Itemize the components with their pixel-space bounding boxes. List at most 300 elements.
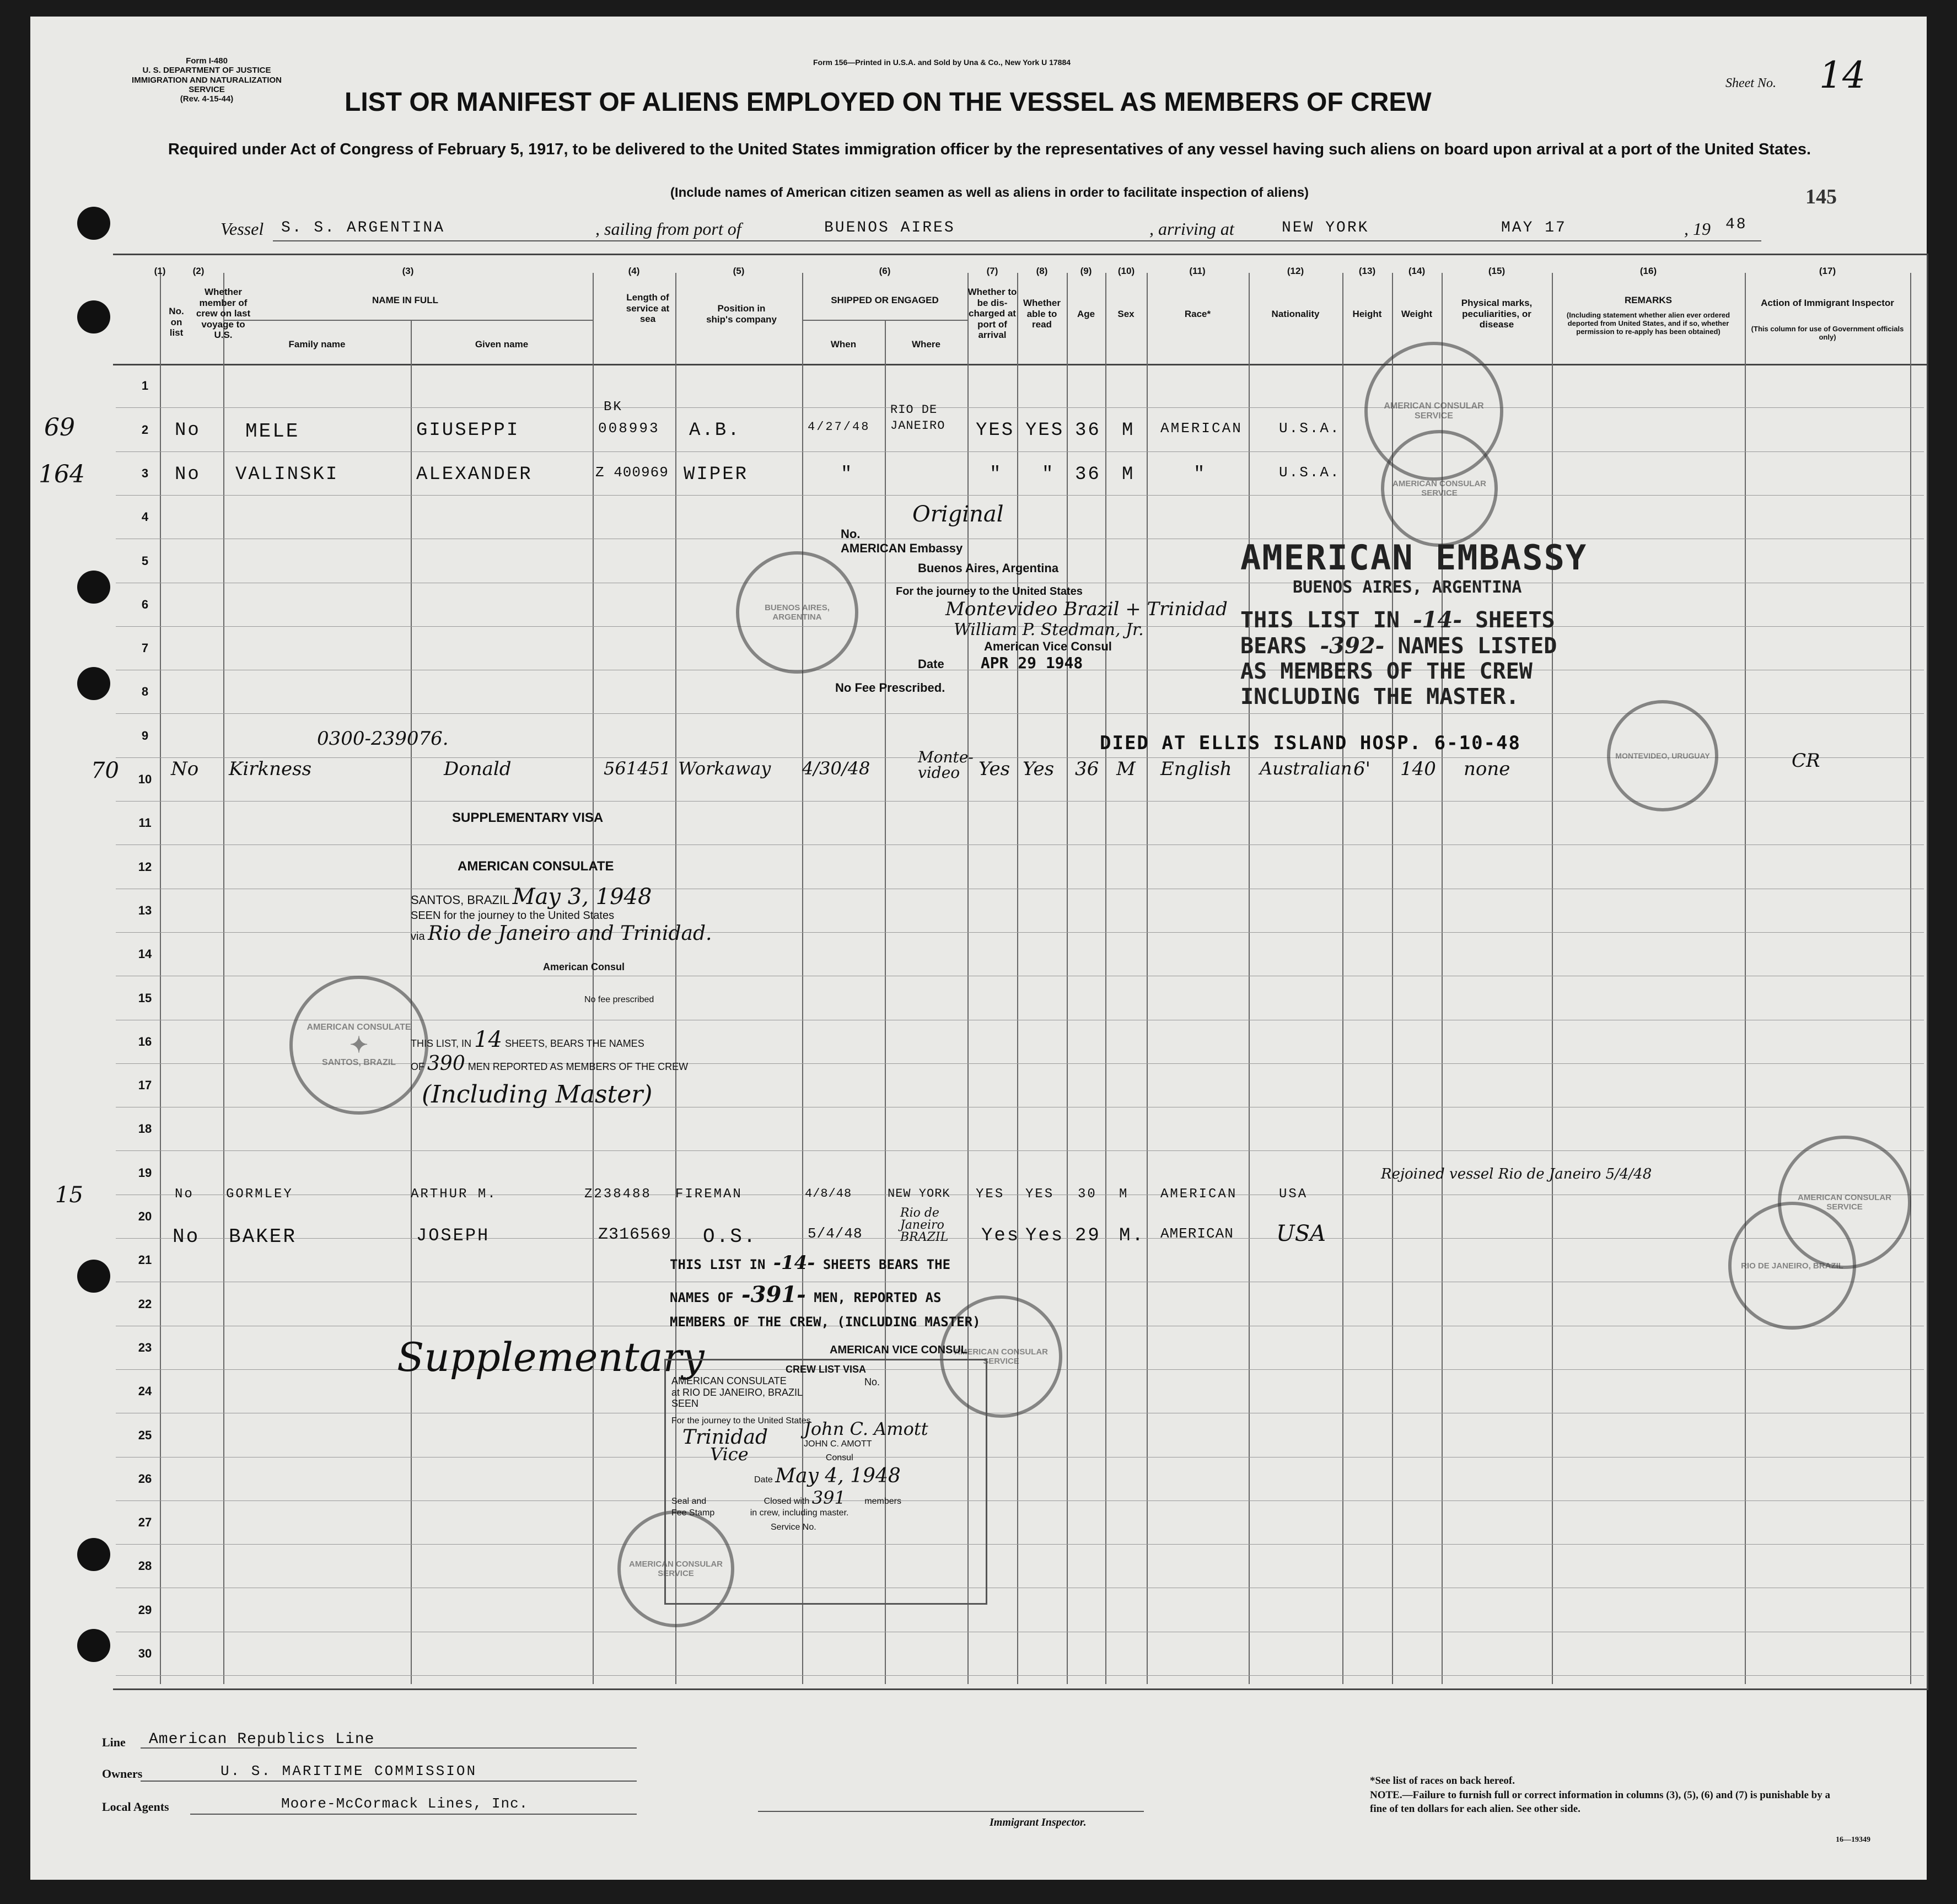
manifest-sheet — [30, 17, 1927, 1880]
rio-closed: Closed with — [764, 1497, 810, 1506]
age: 29 — [1075, 1225, 1101, 1246]
rio-sealed: Seal and — [671, 1497, 707, 1506]
visa-fee: No Fee Prescribed. — [835, 681, 945, 695]
rio-sig-print: JOHN C. AMOTT — [804, 1439, 872, 1449]
visa-embassy: AMERICAN Embassy — [841, 541, 963, 555]
shipped-sub-rule — [802, 320, 967, 321]
able-to-read: YES — [1025, 420, 1064, 441]
penalty-note — [1370, 1789, 1844, 1816]
row-number: 3 — [141, 466, 149, 480]
buenos-aires-visa — [802, 502, 1228, 695]
row-line — [116, 1500, 1924, 1501]
visa-date: APR 29 1948 — [980, 654, 1083, 672]
arrival-port: NEW YORK — [1282, 219, 1369, 236]
santos-master: (Including Master) — [422, 1080, 653, 1109]
row-number: 24 — [138, 1384, 152, 1399]
departure-port: BUENOS AIRES — [824, 219, 955, 236]
santos-visa — [411, 810, 712, 1109]
col-line — [1147, 273, 1148, 1684]
rejoined-remark: Rejoined vessel Rio de Janeiro 5/4/48 — [1381, 1166, 1652, 1182]
punch-hole — [77, 300, 110, 334]
form-rev: (Rev. 4-15-44) — [180, 94, 234, 104]
row-number: 2 — [141, 422, 149, 437]
shipped-when: 4/8/48 — [805, 1187, 852, 1201]
shipped-when: " — [841, 464, 854, 485]
crew-line: AS MEMBERS OF THE CREW — [1240, 659, 1533, 684]
bears-label: BEARS — [1240, 633, 1307, 659]
visa-no-label: No. — [841, 527, 861, 541]
col-line — [1249, 273, 1250, 1684]
weight: 140 — [1400, 758, 1436, 780]
races-note: *See list of races on back hereof. — [1370, 1775, 1515, 1787]
inspector-initials: CR — [1792, 750, 1820, 772]
row-number: 17 — [138, 1078, 152, 1093]
col-header: Race* — [1184, 309, 1211, 319]
col-header: Age — [1077, 309, 1095, 319]
age: 36 — [1075, 758, 1099, 780]
death-remark: DIED AT ELLIS ISLAND HOSP. 6-10-48 — [1100, 732, 1521, 754]
row-number: 23 — [138, 1340, 152, 1354]
nationality: USA — [1279, 1187, 1308, 1202]
embassy-city: BUENOS AIRES, ARGENTINA — [1293, 578, 1522, 597]
rio-list-e: MEMBERS OF THE CREW, (INCLUDING MASTER) — [670, 1314, 981, 1330]
row-number: 30 — [138, 1647, 152, 1660]
given-name: JOSEPH — [416, 1225, 490, 1246]
visa-date-label: Date — [918, 657, 944, 671]
visa-via: Montevideo Brazil + Trinidad — [945, 598, 1228, 620]
sailing-label: , sailing from port of — [595, 219, 741, 239]
col-header: Sex — [1117, 309, 1135, 319]
margin-number: 69 — [44, 413, 75, 442]
row-number: 8 — [141, 685, 149, 699]
name-count: -392- — [1320, 633, 1385, 659]
col-line — [1067, 273, 1068, 1684]
given-name: Donald — [444, 758, 512, 780]
race: AMERICAN — [1160, 420, 1243, 437]
santos-list-b: SHEETS, BEARS THE NAMES — [504, 1038, 644, 1049]
where-header: Where — [912, 339, 940, 349]
service-length: Z 400969 — [595, 464, 669, 481]
owners: U. S. MARITIME COMMISSION — [221, 1763, 477, 1779]
col-num: (8) — [1036, 266, 1048, 276]
family-name: MELE — [245, 420, 300, 443]
row-number: 29 — [138, 1602, 152, 1617]
note-label: NOTE. — [1370, 1789, 1402, 1801]
santos-via-label: via — [411, 931, 425, 943]
rio-list-a: THIS LIST IN — [670, 1257, 766, 1272]
inspection-note: (Include names of American citizen seamen as well as aliens in order to facilitate inspection of aliens) — [670, 185, 1309, 200]
inspector-signature-line — [758, 1811, 1144, 1812]
row-line — [116, 407, 1924, 408]
family-name: Kirkness — [229, 758, 312, 780]
agents-label: Local Agents — [102, 1800, 169, 1814]
rio-count: 391 — [811, 1487, 846, 1508]
col-header: Whether to be dis-charged at port of arrival — [967, 287, 1017, 341]
family-name-header: Family name — [288, 339, 346, 349]
row-number: 15 — [138, 991, 152, 1005]
santos-consulate: AMERICAN CONSULATE — [458, 859, 614, 874]
shipped-when: 5/4/48 — [808, 1225, 863, 1242]
race: AMERICAN — [1160, 1187, 1238, 1202]
page-title: LIST OR MANIFEST OF ALIENS EMPLOYED ON THE VESSEL AS MEMBERS OF CREW — [345, 88, 1432, 117]
crew-last-voyage: No — [175, 420, 201, 441]
seal-text: AMERICAN CONSULAR SERVICE — [954, 1347, 1048, 1366]
service-name: IMMIGRATION AND NATURALIZATION SERVICE — [132, 75, 282, 94]
vessel-name: S. S. ARGENTINA — [281, 219, 445, 236]
rio-place: at RIO DE JANEIRO, BRAZIL — [671, 1387, 803, 1398]
department: U. S. DEPARTMENT OF JUSTICE — [142, 66, 271, 76]
rio-list-b: SHEETS BEARS THE — [822, 1257, 951, 1272]
nationality: U.S.A. — [1279, 464, 1341, 481]
seal-text: BUENOS AIRES, ARGENTINA — [765, 603, 830, 622]
rio-name-count: -391- — [741, 1281, 806, 1308]
physical-marks: none — [1464, 758, 1510, 780]
rio-in-crew: in crew, including master. — [750, 1508, 849, 1518]
form-code: 16—19349 — [1836, 1836, 1870, 1844]
visa-city: Buenos Aires, Argentina — [918, 561, 1059, 575]
discharged: Yes — [981, 1225, 1020, 1246]
shipped-when: 4/30/48 — [802, 758, 870, 779]
row-line — [116, 1150, 1924, 1151]
row-number: 6 — [141, 597, 149, 611]
seal-text: MONTEVIDEO, URUGUAY — [1615, 751, 1710, 760]
row-number: 16 — [138, 1034, 152, 1048]
row-number: 19 — [138, 1165, 152, 1180]
santos-via: Rio de Janeiro and Trinidad. — [428, 922, 712, 945]
santos-sheet-count: 14 — [474, 1027, 502, 1052]
agents-underline — [190, 1814, 637, 1815]
row-number: 9 — [141, 728, 149, 743]
sheets-label: SHEETS — [1475, 607, 1555, 633]
col-num: (1) — [154, 266, 166, 276]
rio-date: May 4, 1948 — [775, 1465, 901, 1487]
discharged: YES — [976, 1187, 1005, 1202]
santos-place: SANTOS, BRAZIL — [411, 893, 509, 907]
col-header: Physical marks, peculiarities, or disease — [1461, 298, 1533, 330]
santos-name-count: 390 — [427, 1052, 465, 1075]
santos-consulate-seal — [289, 976, 428, 1115]
remarks-note: (Including statement whether alien ever ordered deported from United States, and if so, whether permission to re-apply has been obtained) — [1566, 311, 1730, 336]
visa-journey: For the journey to the United States — [896, 585, 1083, 598]
position: WIPER — [684, 464, 749, 485]
col-num: (4) — [628, 266, 640, 276]
santos-date: May 3, 1948 — [512, 884, 652, 910]
given-name-header: Given name — [475, 339, 529, 349]
supp-visa-title: SUPPLEMENTARY VISA — [452, 810, 604, 825]
rio-sheet-count: -14- — [773, 1252, 815, 1274]
crew-last-voyage: No — [175, 1187, 194, 1202]
given-name: ALEXANDER — [416, 464, 533, 485]
inspector-label: Immigrant Inspector. — [990, 1816, 1087, 1828]
margin-number: 15 — [55, 1182, 83, 1208]
able-to-read: YES — [1025, 1187, 1055, 1202]
race: English — [1160, 758, 1232, 780]
shipped-where: RIO DE JANEIRO — [890, 403, 945, 433]
discharged: YES — [976, 420, 1015, 441]
col-num: (17) — [1819, 266, 1836, 276]
when-header: When — [830, 339, 857, 349]
rio-signature: John C. Amott — [804, 1418, 928, 1439]
row-line — [116, 1675, 1924, 1676]
inspector-note: (This column for use of Government officials only) — [1751, 325, 1904, 341]
row-line — [116, 1544, 1924, 1545]
col-line — [1910, 273, 1911, 1684]
rio-date-label: Date — [754, 1475, 773, 1485]
sheet-count: -14- — [1413, 607, 1462, 633]
margin-number: 164 — [39, 460, 85, 488]
shipped-where: Rio de Janeiro BRAZIL — [900, 1206, 949, 1244]
row-number: 10 — [138, 772, 152, 786]
row-number: 4 — [141, 510, 149, 524]
row-number: 7 — [141, 641, 149, 655]
position: A.B. — [689, 420, 741, 441]
punch-hole — [77, 667, 110, 700]
col-header: Action of Immigrant Inspector — [1761, 298, 1894, 308]
crew-last-voyage: No — [171, 758, 199, 780]
owners-underline — [141, 1781, 637, 1782]
master-line: INCLUDING THE MASTER. — [1240, 684, 1519, 709]
race: " — [1193, 464, 1207, 485]
col-line — [1105, 273, 1106, 1684]
name-sub-rule — [223, 320, 593, 321]
rio-seal — [1728, 1202, 1856, 1330]
form-id-block — [132, 56, 282, 104]
punch-hole — [77, 1629, 110, 1662]
service-length: Z316569 — [598, 1225, 672, 1244]
santos-list-a: THIS LIST, IN — [411, 1038, 472, 1049]
note-text: —Failure to furnish full or correct information in columns (3), (5), (6) and (7) is punishable by a fine of ten dollars for each alien. See other side. — [1370, 1789, 1830, 1815]
col-header: Weight — [1401, 309, 1433, 319]
seal-text: AMERICAN CONSULAR SERVICE — [1393, 479, 1486, 498]
col-header: Whether member of crew on last voyage to U.S. — [196, 287, 251, 341]
seal-text: SANTOS, BRAZIL — [322, 1058, 396, 1067]
service-length: 561451 — [604, 758, 671, 779]
rio-no-label: No. — [864, 1376, 880, 1387]
arriving-label: , arriving at — [1149, 219, 1234, 239]
col-header: Length of service at sea — [626, 292, 670, 325]
santos-fee: No fee prescribed — [584, 995, 654, 1004]
form-id: Form I-480 — [186, 56, 228, 66]
col-header: Whether able to read — [1023, 298, 1061, 330]
row-number: 18 — [138, 1122, 152, 1136]
row-number: 20 — [138, 1209, 152, 1223]
vessel-label: Vessel — [221, 219, 264, 239]
service-prefix: BK — [604, 400, 623, 415]
rio-count-stamp — [637, 1249, 981, 1332]
shipped-where: Monte-video — [918, 748, 974, 782]
arrival-year: 48 — [1725, 216, 1748, 233]
santos-list-d: MEN REPORTED AS MEMBERS OF THE CREW — [467, 1061, 689, 1072]
owners-label: Owners — [102, 1767, 143, 1781]
punch-hole — [77, 571, 110, 604]
age: 36 — [1075, 464, 1101, 485]
row-line — [116, 932, 1924, 933]
col-header: Position in ship's company — [706, 303, 777, 325]
santos-list-c: OF — [411, 1061, 424, 1072]
rio-list-c: NAMES OF — [670, 1289, 734, 1305]
col-num: (2) — [192, 266, 205, 276]
height: 6' — [1353, 758, 1370, 780]
age: 36 — [1075, 420, 1101, 441]
row-line — [116, 495, 1924, 496]
header-rule — [113, 364, 1927, 365]
col-header: Nationality — [1271, 309, 1320, 319]
visa-original: Original — [912, 502, 1004, 527]
crew-last-voyage: No — [173, 1225, 200, 1248]
printer-line: Form 156—Printed in U.S.A. and Sold by Una & Co., New York U 17884 — [813, 58, 1071, 67]
visa-consul: American Vice Consul — [984, 639, 1112, 653]
position: Workaway — [678, 758, 771, 779]
row-number: 12 — [138, 859, 152, 874]
row-number: 21 — [138, 1253, 152, 1267]
given-name: ARTHUR M. — [411, 1187, 497, 1202]
shipping-line: American Republics Line — [149, 1731, 375, 1748]
rio-list-d: MEN, REPORTED AS — [814, 1289, 942, 1305]
line-underline — [141, 1747, 637, 1749]
row-number: 25 — [138, 1428, 152, 1442]
seal-text: AMERICAN CONSULAR SERVICE — [1384, 401, 1484, 421]
able-to-read: " — [1042, 464, 1055, 485]
col-num: (3) — [402, 266, 414, 276]
able-to-read: Yes — [1025, 1225, 1064, 1246]
col-num: (16) — [1639, 266, 1657, 276]
col-header: SHIPPED OR ENGAGED — [831, 295, 939, 305]
row-number: 28 — [138, 1559, 152, 1573]
row-number: 14 — [138, 947, 152, 961]
row-line — [116, 451, 1924, 452]
rio-vice-consul-header: AMERICAN VICE CONSUL — [830, 1344, 968, 1356]
row-number: 26 — [138, 1471, 152, 1486]
col-num: (10) — [1117, 266, 1135, 276]
list-label: THIS LIST IN — [1240, 607, 1400, 633]
col-line — [1745, 273, 1746, 1684]
position: FIREMAN — [675, 1187, 743, 1202]
able-to-read: Yes — [1023, 758, 1055, 780]
col-num: (13) — [1358, 266, 1376, 276]
nationality: USA — [1276, 1221, 1326, 1246]
age: 30 — [1078, 1187, 1097, 1202]
col-num: (12) — [1287, 266, 1304, 276]
given-name: GIUSEPPI — [416, 420, 520, 441]
row-number: 13 — [138, 903, 152, 917]
family-name: VALINSKI — [235, 464, 339, 485]
col-num: (11) — [1189, 266, 1206, 276]
margin-number: 70 — [91, 758, 119, 783]
col-line — [223, 273, 224, 1684]
row-number: 5 — [141, 553, 149, 568]
crew-visa-title: CREW LIST VISA — [785, 1364, 866, 1375]
eagle-icon: ✦ — [350, 1033, 368, 1057]
col-num: (6) — [879, 266, 891, 276]
sex: M — [1122, 464, 1135, 485]
col-header: NAME IN FULL — [372, 295, 438, 305]
service-length: Z238488 — [584, 1187, 652, 1202]
race: AMERICAN — [1160, 1225, 1234, 1242]
row-number: 1 — [141, 379, 149, 393]
supplementary-note: Supplementary — [397, 1334, 705, 1380]
page-subtitle: Required under Act of Congress of February 5, 1917, to be delivered to the United States immigration officer by the representatives of any vessel having such aliens on board upon arrival at a port of the United States. — [168, 141, 1811, 158]
crew-list-visa-box — [664, 1359, 987, 1605]
col-num: (5) — [733, 266, 745, 276]
family-name: BAKER — [229, 1225, 297, 1248]
santos-consul: American Consul — [543, 961, 625, 972]
col-line — [1017, 273, 1018, 1684]
service-length: 008993 — [598, 420, 660, 437]
family-name: GORMLEY — [226, 1187, 293, 1202]
shipped-where: NEW YORK — [888, 1187, 950, 1201]
sheet-number: 14 — [1819, 54, 1865, 96]
rio-consul: Consul — [825, 1453, 853, 1462]
col-header: Height — [1352, 309, 1382, 319]
sex: M. — [1119, 1225, 1145, 1246]
visa-signature: William P. Stedman, Jr. — [954, 620, 1144, 639]
seal-text: AMERICAN CONSULAR SERVICE — [629, 1559, 723, 1578]
col-line — [1552, 273, 1553, 1684]
rio-consulate: AMERICAN CONSULATE — [671, 1375, 787, 1386]
col-num: (7) — [986, 266, 998, 276]
reference-number: 0300-239076. — [317, 728, 449, 750]
rio-via: Trinidad — [682, 1426, 768, 1449]
row-number: 11 — [138, 816, 152, 830]
rio-seen: SEEN — [671, 1398, 699, 1409]
names-label: NAMES LISTED — [1397, 633, 1557, 659]
punch-hole — [77, 1538, 110, 1571]
page-stamp-number: 145 — [1805, 185, 1837, 208]
col-num: (15) — [1488, 266, 1506, 276]
sex: M — [1122, 420, 1135, 441]
seal-text: AMERICAN CONSULATE — [307, 1023, 411, 1032]
row-number: 22 — [138, 1297, 152, 1311]
nationality: U.S.A. — [1279, 420, 1341, 437]
seal-text: AMERICAN CONSULAR SERVICE — [1798, 1193, 1891, 1212]
embassy-stamp — [1240, 537, 1587, 709]
col-header: REMARKS — [1625, 295, 1672, 305]
shipped-when: 4/27/48 — [808, 420, 870, 434]
rio-vice: Vice — [710, 1444, 749, 1465]
sex: M — [1116, 758, 1136, 780]
local-agents: Moore-McCormack Lines, Inc. — [281, 1795, 529, 1812]
punch-hole — [77, 1260, 110, 1293]
embassy-title: AMERICAN EMBASSY — [1240, 537, 1588, 578]
crew-last-voyage: No — [175, 464, 201, 485]
nationality: Australian — [1260, 758, 1352, 779]
row-number: 27 — [138, 1515, 152, 1530]
col-header: No. on list — [169, 306, 184, 338]
seal-text: RIO DE JANEIRO, BRAZIL — [1741, 1261, 1843, 1271]
sheet-label: Sheet No. — [1725, 76, 1776, 90]
year-prefix: , 19 — [1684, 219, 1711, 239]
table-frame — [113, 254, 1928, 1690]
rio-fee-stamp: Fee Stamp — [671, 1508, 715, 1518]
discharged: Yes — [978, 758, 1010, 780]
montevideo-seal — [1607, 700, 1718, 811]
vessel-underline — [273, 240, 1761, 241]
rio-journey: For the journey to the United States — [671, 1416, 811, 1426]
arrival-date: MAY 17 — [1501, 219, 1567, 236]
rio-service-no: Service No. — [771, 1523, 816, 1532]
rio-members: members — [864, 1497, 901, 1506]
line-label: Line — [102, 1735, 126, 1749]
sex: M — [1119, 1187, 1129, 1202]
punch-hole — [77, 207, 110, 240]
col-num: (9) — [1080, 266, 1092, 276]
position: O.S. — [703, 1225, 757, 1248]
consular-service-seal — [1381, 430, 1498, 547]
col-num: (14) — [1408, 266, 1426, 276]
santos-seen: SEEN for the journey to the United States — [411, 910, 615, 922]
discharged: " — [990, 464, 1003, 485]
col-line — [1342, 273, 1343, 1684]
